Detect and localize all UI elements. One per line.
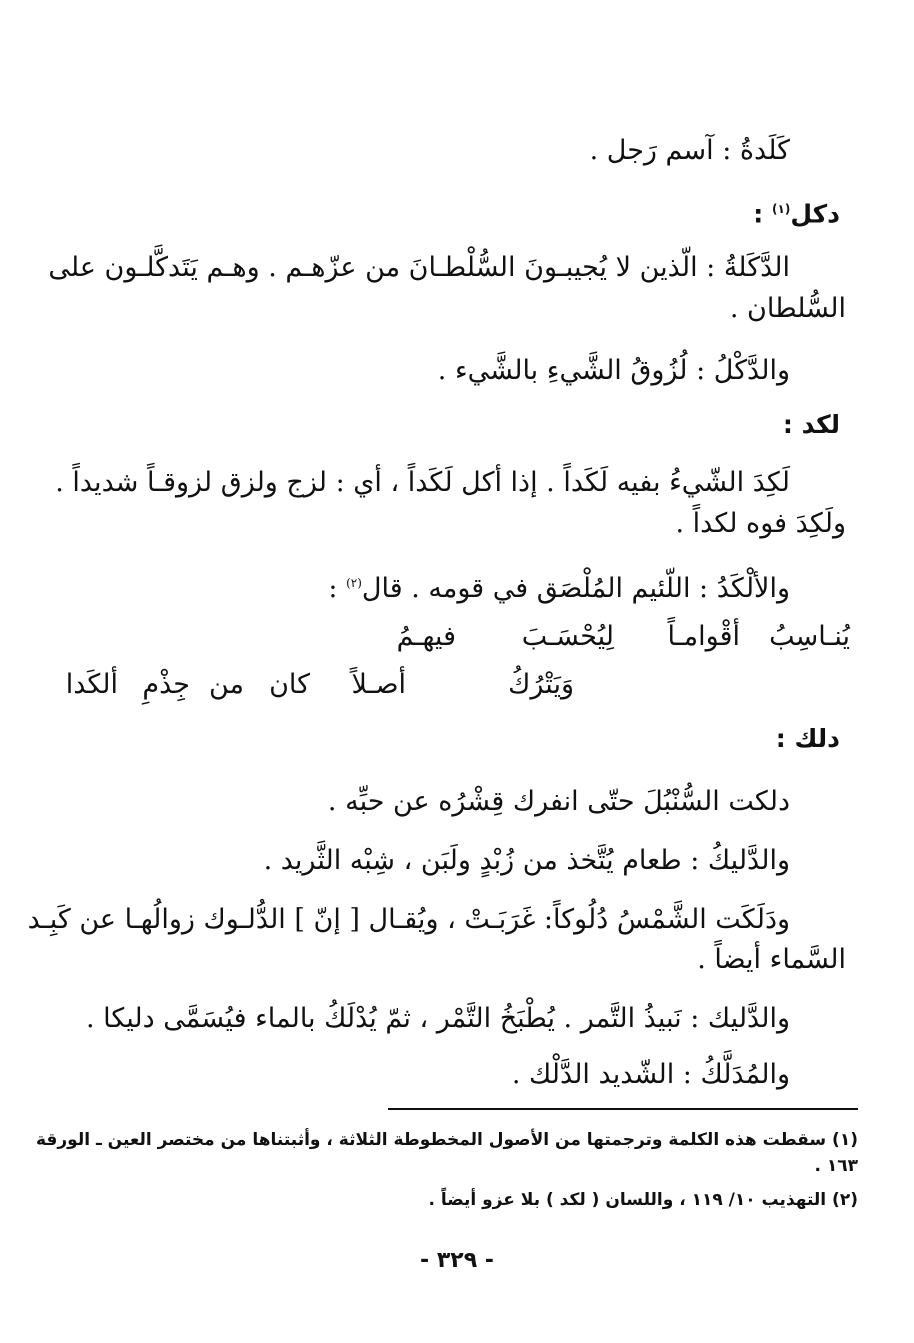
entry-dalik-nabidh: والدَّليك : نَبيذُ التَّمر . يُطْبَخُ التَّمْر ، ثمّ يُدْلَكُ بالماء فيُسَمَّى دليكا . [85,1003,790,1034]
root-heading-lkd: لكد : [782,410,840,439]
verse-1-word-3: لِيُحْسَـبَ [521,621,614,652]
entry-alkad-text: والألْكَدُ : اللّئيم المُلْصَق في قومه . قال [361,573,790,604]
entry-dalakt: دلكت السُّنْبُلَ حتّى انفرك قِشْرُه عن حبِّه . [327,786,790,817]
verse-2-word-5: جِذْمِ [142,669,190,700]
root-heading-dkl [753,192,840,231]
footnote-ref-2: (٢) [346,576,362,590]
verse-1-word-1: يُنـاسِبُ [769,621,850,652]
root-heading-dkl-text: دكل [790,199,840,229]
verse-2-word-6: ألكَدا [65,669,118,700]
entry-dalik-food: والدَّليكُ : طعام يُتَّخذ من زُبْدٍ ولَبَن ، شِبْه الثَّريد . [263,845,790,876]
footnote-1-line-2: ١٦٣ . [814,1156,858,1176]
root-heading-dkl-colon: : [753,199,764,229]
verse-2-word-1: وَيَتْرُكُ [508,669,574,700]
entry-lkd-line-2: ولَكِدَ فوه لكداً . [675,508,846,539]
verse-2-word-4: من [208,669,244,700]
entry-dakl: والدَّكْلُ : لُزُوقُ الشَّيءِ بالشَّيء . [437,355,790,386]
footnote-ref-1: (١) [772,202,791,216]
footnote-2: (٢) التهذيب ١٠/ ١١٩ ، واللسان ( لكد ) بلا عزو أيضاً . [428,1190,858,1210]
verse-1-word-2: أقْوامـاً [667,621,740,652]
entry-alkad-colon: : [328,573,338,604]
entry-kalda: كَلَدةُ : آسم رَجل . [589,135,790,166]
footnote-1-line-1: (١) سقطت هذه الكلمة وترجمتها من الأصول المخطوطة الثلاثة ، وأثبتناها من مختصر العين ـ الورقة [35,1130,858,1150]
entry-dkl-line-2: السُّلطان . [729,293,846,324]
verse-2-word-3: كان [269,669,310,700]
footnote-divider [388,1108,858,1110]
verse-1-word-4: فيهـمُ [396,621,456,652]
entry-dkl-line-1: الدَّكَلةُ : الّذين لا يُجيبـونَ السُّلْطـانَ من عزّهـم . وهـم يَتَدكَّلـون على [48,252,790,283]
page-number: - ٣٢٩ - [420,1248,494,1273]
entry-duluk-line-2: السَّماء أيضاً . [697,944,846,975]
entry-alkad [328,566,790,606]
entry-lkd-line-1: لَكِدَ الشّيءُ بفيه لَكَداً . إذا أكل لَكَداً ، أي : لزج ولزق لزوقـاً شديداً . [55,467,790,498]
entry-duluk-line-1: ودَلَكَت الشَّمْسُ دُلُوكاً: غَرَبَـتْ ، ويُقـال [ إنّ ] الدُّلـوك زوالُهـا عن كَبِـد [27,904,790,935]
entry-mudallak: والمُدَلَّكُ : الشّديد الدَّلْك . [511,1059,790,1090]
root-heading-dlk: دلك : [775,724,840,753]
verse-2-word-2: أصـلاً [351,669,406,700]
